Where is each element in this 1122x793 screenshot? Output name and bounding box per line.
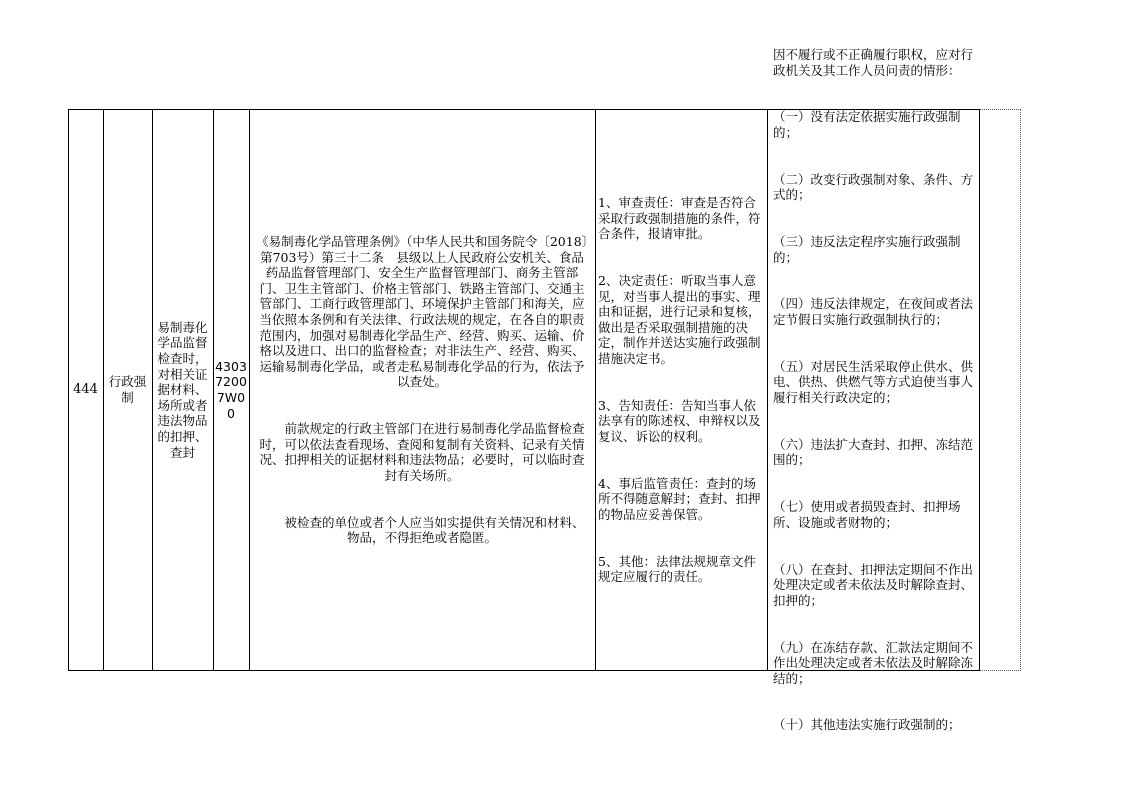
responsibility-item: 1、审查责任：审查是否符合采取行政强制措施的条件，符合条件，报请审批。 (598, 195, 761, 242)
item-name-text: 易制毒化学品监督检查时，对相关证据材料、场所或者违法物品的扣押、查封 (157, 319, 208, 460)
accountability-item: （一）没有法定依据实施行政强制的； (773, 109, 961, 140)
accountability-item: （七）使用或者损毁查封、扣押场所、设施或者财物的； (773, 499, 961, 530)
legal-basis-paragraph: 被检查的单位或者个人应当如实提供有关情况和材料、物品，不得拒绝或者隐匿。 (284, 514, 585, 546)
row-number: 444 (73, 382, 98, 398)
row-number-cell (68, 109, 103, 671)
accountability-cell (767, 46, 980, 733)
accountability-item: （八）在查封、扣押法定期间不作出处理决定或者未依法及时解除查封、扣押的； (773, 561, 974, 608)
responsibility-item: 3、告知责任：告知当事人依法享有的陈述权、申辩权以及复议、诉讼的权利。 (598, 397, 761, 444)
accountability-item: （九）在冻结存款、汇款法定期间不作出处理决定或者未依法及时解除冻结的； (773, 639, 974, 686)
accountability-item: （六）违法扩大查封、扣押、冻结范围的； (773, 436, 974, 468)
accountability-item: （二）改变行政强制对象、条件、方式的； (773, 171, 974, 203)
code-cell (213, 109, 249, 671)
accountability-item: （三）违反法定程序实施行政强制的； (773, 234, 961, 265)
responsibility-item: 5、其他：法律法规规章文件规定应履行的责任。 (598, 553, 756, 585)
legal-basis-cell (249, 109, 595, 671)
category-cell (103, 109, 152, 671)
category-text: 行政强制 (108, 374, 147, 405)
responsibility-cell (595, 109, 767, 671)
accountability-item: （五）对居民生活采取停止供水、供电、供热、供燃气等方式迫使当事人履行相关行政决定的； (773, 358, 974, 405)
accountability-item: （十）其他违法实施行政强制的； (773, 717, 961, 733)
legal-basis-paragraph: 《易制毒化学品管理条例》（中华人民共和国务院令〔2018〕第703号）第三十二条 县级以上人民政府公安机关、食品药品监督管理部门、安全生产监督管理部门、商务主管部门、卫生主管部门、价格主管部门、铁路主管部门、交通主管部门、工商行政管理部门、环境保护主管部门和海关，应当依照本条例和有关法律、行政法规的规定，在各自的职责范围内，加强对易制毒化学品生产、经营、购买、运输、价格以及进口、出口的监督检查；对非法生产、经营、购买、运输易制毒化学品，或者走私易制毒化学品的行为，依法予以查处。 (256, 234, 588, 390)
legal-basis-paragraph: 前款规定的行政主管部门在进行易制毒化学品监督检查时，可以依法查看现场、查阅和复制有关资料、记录有关情况、扣押相关的证据材料和违法物品；必要时，可以临时查封有关场所。 (259, 421, 585, 483)
accountability-intro: 因不履行或不正确履行职权，应对行政机关及其工作人员问责的情形： (773, 46, 974, 78)
table-trailing-column (980, 109, 1021, 671)
responsibility-item: 2、决定责任：听取当事人意见，对当事人提出的事实、理由和证据，进行记录和复核，做出是否采取强制措施的决定，制作并送达实施行政强制措施决定书。 (598, 273, 761, 367)
accountability-item: （四）违反法律规定，在夜间或者法定节假日实施行政强制执行的； (773, 296, 974, 328)
responsibility-item: 4、事后监管责任：查封的场所不得随意解封；查封、扣押的物品应妥善保管。 (598, 475, 761, 522)
code-text: 43037200 7W00 (215, 358, 251, 421)
item-name-cell (152, 109, 213, 671)
